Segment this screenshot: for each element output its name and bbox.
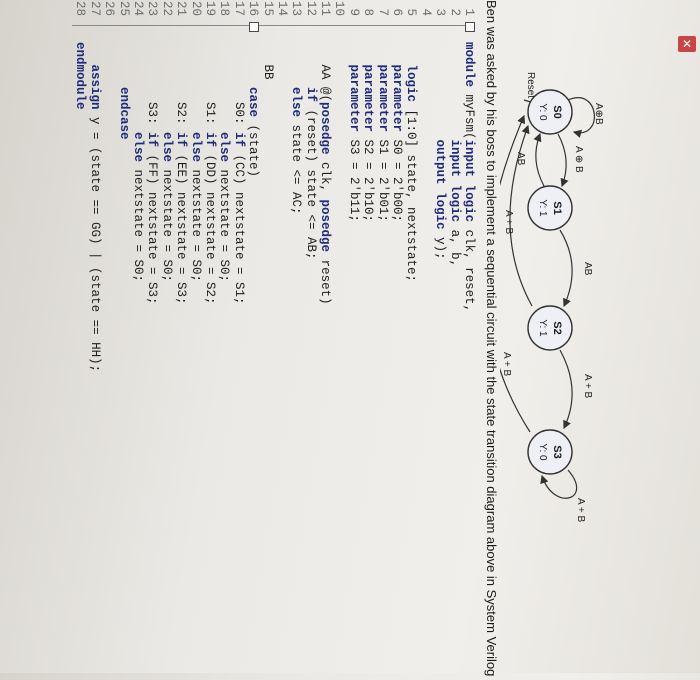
code-text: BB [260, 42, 275, 80]
code-line [131, 0, 145, 680]
code-line [289, 0, 303, 680]
fold-toggle-icon[interactable] [465, 22, 475, 32]
code-text: parameter S3 = 2'b11; [346, 64, 361, 223]
state-s2-name: S2 [551, 321, 563, 335]
line-number: 17 [231, 0, 246, 16]
state-s2 [528, 306, 572, 350]
state-s3-output: Y: 0 [537, 443, 548, 461]
state-s0 [528, 90, 572, 134]
line-number: 8 [361, 8, 376, 16]
code-line [260, 0, 274, 680]
state-s2-output: Y: 1 [537, 319, 548, 337]
code-line [404, 0, 418, 680]
line-number: 2 [447, 8, 462, 16]
code-text: else state <= AC; [289, 87, 304, 215]
state-diagram [500, 0, 700, 680]
line-number: 26 [102, 0, 117, 16]
code-line [346, 0, 360, 680]
edge-label-s2-s0: A + B [503, 210, 514, 235]
line-number: 13 [289, 0, 304, 16]
code-line [318, 0, 332, 680]
state-s1-output: Y: 1 [537, 199, 548, 217]
edge-label-s2-s3: A + B [582, 374, 593, 399]
line-number: 7 [375, 8, 390, 16]
line-number: 16 [246, 0, 261, 16]
code-text: assign y = (state == GG) | (state == HH); [87, 64, 102, 373]
code-line [231, 0, 245, 680]
code-line [390, 0, 404, 680]
code-listing [73, 0, 476, 680]
code-text: parameter S1 = 2'b01; [375, 64, 390, 223]
code-line [116, 0, 130, 680]
code-text: else nextstate = S0; [217, 132, 232, 283]
edge-label-s3-s0: A + B [501, 352, 512, 377]
code-line [418, 0, 432, 680]
close-icon[interactable]: ✕ [678, 36, 696, 52]
edge-label-s3-self: A + B [575, 498, 586, 523]
code-line [73, 0, 87, 680]
line-number: 3 [433, 8, 448, 16]
code-text: parameter S0 = 2'b00; [390, 64, 405, 223]
code-line [188, 0, 202, 680]
code-line [246, 0, 260, 680]
line-number: 9 [346, 8, 361, 16]
code-line [102, 0, 116, 680]
code-text: S3: if (FF) nextstate = S3; [145, 42, 160, 305]
code-line [433, 0, 447, 680]
reset-label: Reset [525, 72, 536, 99]
line-number: 10 [332, 0, 347, 16]
code-text: module myFsm(input logic clk, reset, [462, 42, 476, 313]
edge-s0-s1 [558, 134, 566, 186]
code-line [303, 0, 317, 680]
line-number: 21 [174, 0, 189, 16]
line-number: 15 [260, 0, 275, 16]
question-caption: Ben was asked by his boss to implement a sequential circuit with the state transition diagram above in System Verilog [484, 0, 499, 677]
line-number: 24 [131, 0, 146, 16]
code-text: output logic y); [433, 139, 448, 260]
fold-toggle-icon[interactable] [249, 22, 259, 32]
code-text: else nextstate = S0; [131, 132, 146, 283]
edge-label-s1-s0: AB [515, 152, 526, 166]
state-s3-name: S3 [551, 445, 563, 459]
line-number: 11 [318, 0, 333, 16]
line-number: 20 [188, 0, 203, 16]
code-text: parameter S2 = 2'b10; [361, 64, 376, 223]
code-line [87, 0, 101, 680]
code-text: input logic a, b, [447, 139, 462, 268]
code-line [275, 0, 289, 680]
line-number: 22 [159, 0, 174, 16]
state-s0-output: Y: 0 [537, 103, 548, 121]
edge-label-s0-s1: A ⊕ B [573, 146, 584, 173]
edge-label-s1-s2: AB [582, 262, 593, 276]
code-text: S1: if (DD) nextstate = S2; [202, 42, 217, 305]
code-line [217, 0, 231, 680]
line-number: 25 [116, 0, 131, 16]
state-s1 [528, 186, 572, 230]
line-number: 1 [462, 8, 476, 16]
code-line [361, 0, 375, 680]
state-s3 [528, 430, 572, 474]
line-number: 12 [303, 0, 318, 16]
code-line [174, 0, 188, 680]
code-text: case (state) [246, 87, 261, 178]
state-s1-name: S1 [551, 201, 563, 215]
line-number: 23 [145, 0, 160, 16]
state-s0-name: S0 [551, 105, 563, 119]
edge-s2-s3 [560, 350, 572, 428]
line-number: 28 [73, 0, 88, 16]
code-line [462, 0, 476, 680]
line-number: 4 [418, 8, 433, 16]
code-text: logic [1:0] state, nextstate; [404, 64, 419, 283]
edge-s1-s2 [560, 230, 572, 306]
code-line [159, 0, 173, 680]
code-text: else nextstate = S0; [159, 132, 174, 283]
edge-label-s0-self: A⊕B [593, 103, 604, 125]
code-text: S2: if (EE) nextstate = S3; [174, 42, 189, 305]
code-text: AA @(posedge clk, posedge reset) [318, 42, 333, 305]
line-number: 19 [202, 0, 217, 16]
line-number: 14 [274, 0, 289, 16]
line-number: 5 [404, 8, 419, 16]
code-line [145, 0, 159, 680]
code-text: endmodule [73, 42, 88, 110]
code-text: S0: if (CC) nextstate = S1; [231, 42, 246, 305]
code-line [203, 0, 217, 680]
code-text: if (reset) state <= AB; [303, 87, 318, 260]
code-line [375, 0, 389, 680]
line-number: 27 [87, 0, 102, 16]
code-text: endcase [116, 87, 131, 140]
edge-s1-s0 [536, 134, 544, 186]
code-text: else nextstate = S0; [188, 132, 203, 283]
code-line [332, 0, 346, 680]
line-number: 6 [390, 8, 405, 16]
code-line [447, 0, 461, 680]
line-number: 18 [217, 0, 232, 16]
